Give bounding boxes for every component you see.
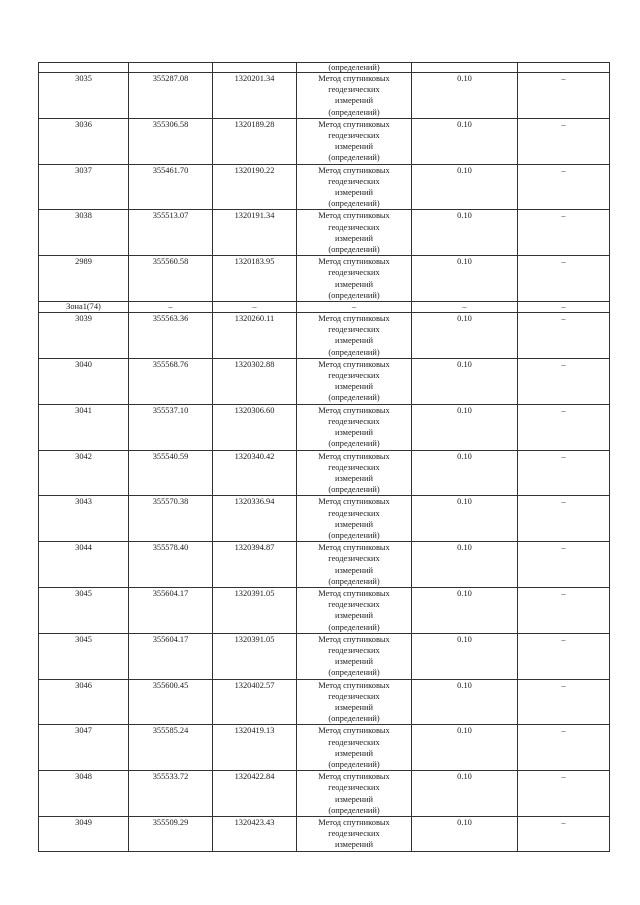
method-line: Метод спутниковых [318,74,390,83]
table-row [39,313,610,359]
coord-y: 1320183.95 [213,256,297,302]
continuation-row [39,63,610,73]
method-line: измерений [334,336,374,346]
coord-x: 355604.17 [129,633,213,679]
method-line: геодезических [328,222,380,232]
accuracy: 0.10 [412,164,518,210]
coord-y: 1320394.87 [213,542,297,588]
coord-x: 355563.36 [129,313,213,359]
accuracy: 0.10 [412,358,518,404]
method-line: геодезических [328,131,380,141]
coord-x: 355560.58 [129,256,213,302]
accuracy: 0.10 [412,817,518,852]
point-id: 3041 [39,404,129,450]
method-line: (определений) [328,290,380,300]
method-line: (определений) [328,714,380,724]
method-line: измерений [334,473,374,483]
method-line: (определений) [328,759,380,769]
coord-x: – [129,302,213,313]
accuracy: 0.10 [412,118,518,164]
coord-x: 355287.08 [129,73,213,119]
coord-x: 355533.72 [129,771,213,817]
point-id: 3042 [39,450,129,496]
accuracy: 0.10 [412,725,518,771]
method-line: (определений) [328,199,380,209]
description: – [518,496,610,542]
cell-empty [518,63,610,73]
method-line: (определений) [328,668,380,678]
method-line: Метод спутниковых [318,119,390,129]
method [297,256,412,302]
table-row [39,404,610,450]
method-line: Метод спутниковых [318,165,390,175]
method-line: геодезических [328,176,380,186]
method [297,542,412,588]
method-line: геодезических [328,783,380,793]
description: – [518,542,610,588]
table-row [39,496,610,542]
description: – [518,313,610,359]
coord-x: 355540.59 [129,450,213,496]
method-line: Метод спутниковых [318,257,390,267]
method-line: измерений [334,382,374,392]
method-line: измерений [334,428,374,438]
point-id: 2989 [39,256,129,302]
method [297,450,412,496]
description: – [518,164,610,210]
point-id: 3045 [39,633,129,679]
description: – [518,404,610,450]
description: – [518,817,610,852]
accuracy: 0.10 [412,210,518,256]
point-id: 3036 [39,118,129,164]
coordinates-table-body [39,63,610,852]
method [297,404,412,450]
method-line: Метод спутниковых [318,359,390,369]
method-line: измерений [334,702,374,712]
method [297,679,412,725]
point-id: 3038 [39,210,129,256]
coord-y: 1320260.11 [213,313,297,359]
method-line: (определений) [328,485,380,495]
continuation-text: (определений) [297,63,412,73]
method-line: измерений [334,519,374,529]
coord-x: 355600.45 [129,679,213,725]
method-line: Метод спутниковых [318,772,390,782]
cell-empty [39,63,129,73]
coord-x: 355306.58 [129,118,213,164]
coord-y: 1320391.05 [213,587,297,633]
method-line: Метод спутниковых [318,634,390,644]
point-id: 3046 [39,679,129,725]
method-line: измерений [334,188,374,198]
accuracy: 0.10 [412,633,518,679]
coord-y: 1320422.84 [213,771,297,817]
coord-y: 1320423.43 [213,817,297,852]
coord-x: 355568.76 [129,358,213,404]
method-line: измерений [334,96,374,106]
table-row [39,358,610,404]
description: – [518,725,610,771]
accuracy: 0.10 [412,587,518,633]
method-line: измерений [334,657,374,667]
coord-x: 355513.07 [129,210,213,256]
method [297,210,412,256]
method-line: измерений [334,565,374,575]
description: – [518,256,610,302]
accuracy: 0.10 [412,256,518,302]
coord-x: 355537.10 [129,404,213,450]
method-line: Метод спутниковых [318,405,390,415]
method-line: геодезических [328,691,380,701]
coord-y: 1320402.57 [213,679,297,725]
coord-y: 1320336.94 [213,496,297,542]
point-id: 3048 [39,771,129,817]
point-id: 3049 [39,817,129,852]
cell-empty [129,63,213,73]
description: – [518,210,610,256]
accuracy: 0.10 [412,496,518,542]
coord-x: 355604.17 [129,587,213,633]
method-line: (определений) [328,107,380,117]
table-row [39,73,610,119]
method-line: геодезических [328,554,380,564]
description: – [518,358,610,404]
method [297,817,412,852]
method-line: (определений) [328,393,380,403]
method [297,633,412,679]
description: – [518,771,610,817]
coord-x: 355578.40 [129,542,213,588]
coord-y: 1320419.13 [213,725,297,771]
method: – [297,302,412,313]
method-line: Метод спутниковых [318,680,390,690]
table-row [39,118,610,164]
point-id: 3037 [39,164,129,210]
method-line: геодезических [328,85,380,95]
method [297,164,412,210]
coord-y: – [213,302,297,313]
method [297,771,412,817]
description: – [518,633,610,679]
table-row [39,164,610,210]
description: – [518,450,610,496]
method-line: Метод спутниковых [318,451,390,461]
method-line: Метод спутниковых [318,314,390,324]
point-id: 3039 [39,313,129,359]
zone-row [39,302,610,313]
method-line: геодезических [328,325,380,335]
table-row [39,587,610,633]
accuracy: 0.10 [412,450,518,496]
accuracy: 0.10 [412,542,518,588]
method [297,358,412,404]
method-line: геодезических [328,416,380,426]
method-line: Метод спутниковых [318,588,390,598]
method-line: (определений) [328,245,380,255]
table-row [39,542,610,588]
method-line: измерений [334,840,374,850]
description: – [518,587,610,633]
method-line: измерений [334,279,374,289]
table-row [39,679,610,725]
accuracy: 0.10 [412,404,518,450]
coord-y: 1320302.88 [213,358,297,404]
table-row [39,725,610,771]
method-line: (определений) [328,805,380,815]
method-line: геодезических [328,268,380,278]
method-line: геодезических [328,600,380,610]
method-line: Метод спутниковых [318,497,390,507]
method-line: геодезических [328,508,380,518]
accuracy: 0.10 [412,73,518,119]
coord-y: 1320190.22 [213,164,297,210]
method-line: геодезических [328,737,380,747]
coord-y: 1320191.34 [213,210,297,256]
accuracy: – [412,302,518,313]
method-line: (определений) [328,153,380,163]
coord-x: 355461.70 [129,164,213,210]
table-row [39,256,610,302]
method-line: Метод спутниковых [318,818,390,827]
table-row [39,450,610,496]
description: – [518,679,610,725]
method-line: измерений [334,611,374,621]
table-row [39,817,610,852]
method [297,118,412,164]
coord-y: 1320391.05 [213,633,297,679]
coord-x: 355509.29 [129,817,213,852]
coord-y: 1320201.34 [213,73,297,119]
description: – [518,118,610,164]
table-row [39,210,610,256]
point-id: 3047 [39,725,129,771]
method-line: (определений) [328,622,380,632]
description: – [518,73,610,119]
accuracy: 0.10 [412,679,518,725]
method-line: геодезических [328,371,380,381]
point-id: 3045 [39,587,129,633]
method-line: геодезических [328,645,380,655]
method [297,496,412,542]
point-id: 3035 [39,73,129,119]
coord-x: 355585.24 [129,725,213,771]
point-id: 3044 [39,542,129,588]
zone-label: Зона1(74) [39,302,129,313]
method [297,73,412,119]
method [297,313,412,359]
point-id: 3040 [39,358,129,404]
method-line: Метод спутниковых [318,211,390,221]
method-line: (определений) [328,439,380,449]
cell-empty [213,63,297,73]
method-line: (определений) [328,530,380,540]
accuracy: 0.10 [412,313,518,359]
method-line: Метод спутниковых [318,726,390,736]
method-line: измерений [334,142,374,152]
point-id: 3043 [39,496,129,542]
method [297,725,412,771]
method-line: измерений [334,233,374,243]
method-line: (определений) [328,347,380,357]
coord-y: 1320189.28 [213,118,297,164]
coord-x: 355570.38 [129,496,213,542]
method-line: измерений [334,794,374,804]
method-line: Метод спутниковых [318,543,390,553]
coord-y: 1320340.42 [213,450,297,496]
coordinates-table [38,62,610,852]
table-row [39,633,610,679]
accuracy: 0.10 [412,771,518,817]
method-line: геодезических [328,462,380,472]
cell-empty [412,63,518,73]
table-row [39,771,610,817]
method-line: измерений [334,748,374,758]
coord-y: 1320306.60 [213,404,297,450]
description: – [518,302,610,313]
method-line: (определений) [328,576,380,586]
method-line: геодезических [328,829,380,839]
method [297,587,412,633]
